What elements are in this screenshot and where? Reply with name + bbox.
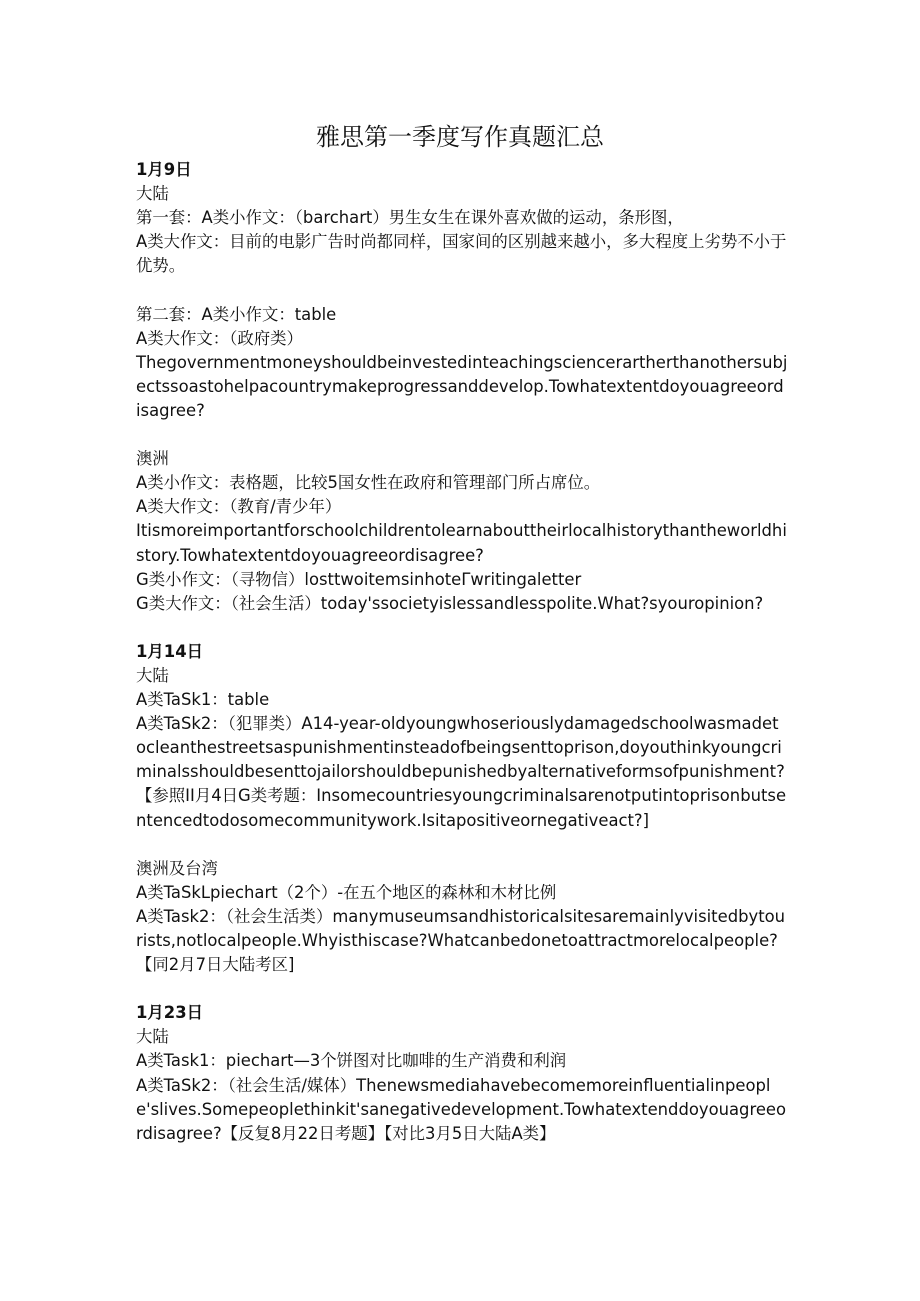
paragraph-gap bbox=[136, 977, 788, 1001]
text-line: A类TaSk2：（社会生活/媒体）Thenewsmediahavebecomemoreinfluentialinpeople'slives.Somepeoplethinkit'sanegativedevelopment.Towhatextenddoyouagreeordisagree?【反复8月22日考题】【对比3月5日大陆A类】 bbox=[136, 1075, 787, 1143]
text-line: A类大作文：（政府类） bbox=[136, 328, 303, 348]
text-line: 澳洲 bbox=[136, 449, 169, 469]
text-line: A类TaSk2：（犯罪类）A14-year-oldyoungwhoseriouslydamagedschoolwasmadetocleanthestreetsaspunishmentinsteadofbeingsenttoprison,doyouthinkyoungcriminalsshouldbesenttojailorshouldbepunishedbyalternativeformsofpunishment?【参照II月4日G类考题：Insomecountriesyoungcriminalsarenotputintoprisonbutsentencedtodosomecommunitywork.Isitapositiveornegativeact?] bbox=[136, 714, 787, 830]
text-line: A类TaSk1：table bbox=[136, 690, 270, 710]
text-line: 大陆 bbox=[136, 665, 169, 685]
text-line: A类TaSkLpiechart（2个）-在五个地区的森林和木材比例 bbox=[136, 882, 557, 902]
text-line: G类大作文：（社会生活）today'ssocietyislessandlesspolite.What?syouropinion? bbox=[136, 593, 764, 613]
text-line: A类大作文：（教育/青少年） bbox=[136, 497, 342, 517]
paragraph-gap bbox=[136, 278, 788, 302]
text-line: A类Task1：piechart—3个饼图对比咖啡的生产消费和利润 bbox=[136, 1051, 567, 1071]
date-heading: 1月23日 bbox=[136, 1003, 203, 1023]
paragraph-gap bbox=[136, 833, 788, 857]
text-line: A类小作文：表格题，比较5国女性在政府和管理部门所占席位。 bbox=[136, 473, 601, 493]
text-line: Itismoreimportantforschoolchildrentolearnabouttheirlocalhistorythantheworldhistory.Towhatextentdoyouagreeordisagree? bbox=[136, 521, 787, 565]
paragraph-gap bbox=[136, 423, 788, 447]
text-line: 大陆 bbox=[136, 184, 169, 204]
document-title: 雅思第一季度写作真题汇总 bbox=[316, 123, 604, 151]
document-body bbox=[136, 158, 788, 1146]
text-line: 澳洲及台湾 bbox=[136, 858, 218, 878]
text-line: 大陆 bbox=[136, 1027, 169, 1047]
paragraph-gap bbox=[136, 616, 788, 640]
text-line: 第二套：A类小作文：table bbox=[136, 304, 337, 324]
text-line: Thegovernmentmoneyshouldbeinvestedinteachingsciencerartherthanothersubjectssoastohelpacountrymakeprogressanddevelop.Towhatextentdoyouagreeordisagree? bbox=[136, 352, 788, 420]
text-line: G类小作文：（寻物信）losttwoitemsinhoteΓwritingaletter bbox=[136, 569, 582, 589]
text-line: A类Task2：（社会生活类）manymuseumsandhistoricalsitesaremainlyvisitedbytourists,notlocalpeople.Whyisthiscase?Whatcanbedonetoattractmorelocalpeople?【同2月7日大陆考区] bbox=[136, 906, 786, 975]
text-line: A类大作文：目前的电影广告时尚都同样，国家间的区别越来越小，多大程度上劣势不小于优势。 bbox=[136, 232, 787, 276]
date-heading: 1月14日 bbox=[136, 641, 203, 661]
date-heading: 1月9日 bbox=[136, 160, 192, 179]
text-line: 第一套：A类小作文：（barchart）男生女生在课外喜欢做的运动，条形图， bbox=[136, 208, 684, 228]
